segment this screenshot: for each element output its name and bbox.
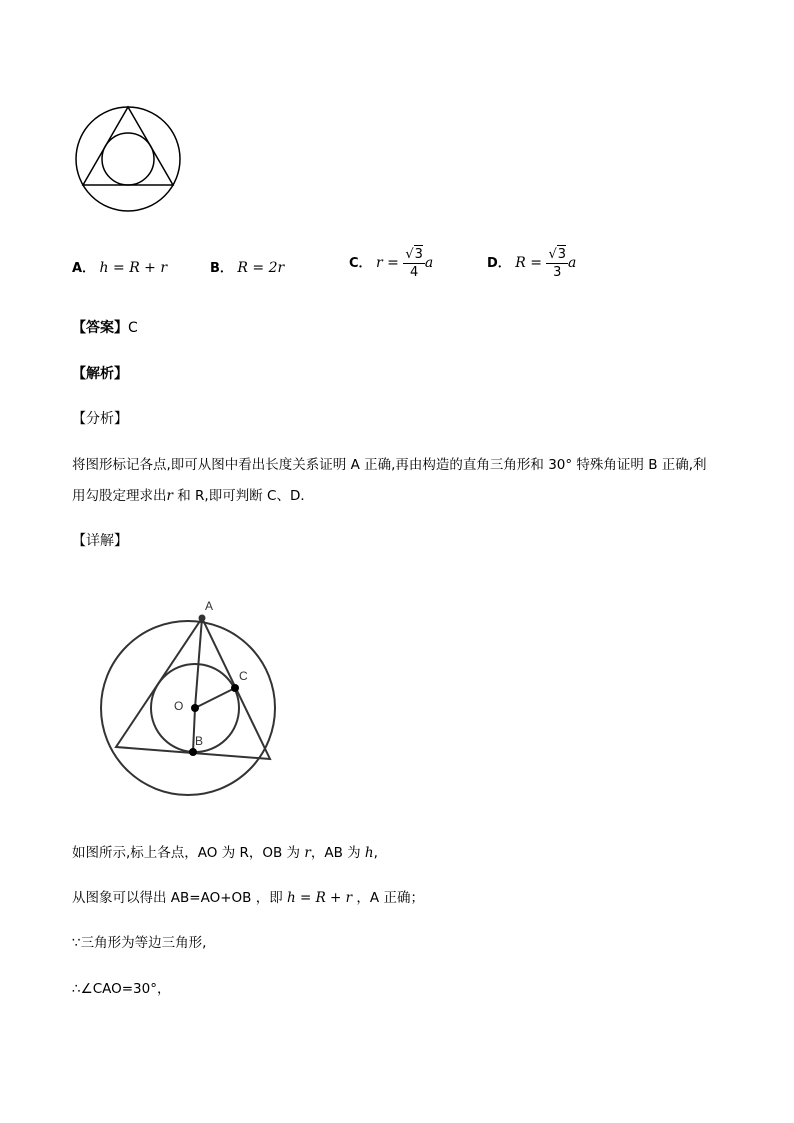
detail-line-1-mid: ，AB 为 bbox=[310, 845, 365, 861]
label-c: C bbox=[239, 669, 248, 683]
fenxi-line-2-b: 和 R,即可判断 C、D． bbox=[172, 488, 314, 504]
detail-line-1-h: h bbox=[364, 845, 374, 861]
option-b-rhs: 2r bbox=[268, 260, 285, 276]
label-a: A bbox=[205, 599, 214, 613]
option-a-rhs: R + r bbox=[129, 260, 168, 276]
fenxi-line-2-a: 用勾股定理求出 bbox=[72, 488, 167, 504]
detail-line-2-pre: 从图象可以得出 AB=AO+OB ，即 bbox=[72, 890, 288, 906]
option-d-radicand: 3 bbox=[557, 247, 567, 262]
detail-line-1-r: r bbox=[304, 845, 311, 861]
option-c bbox=[349, 245, 433, 281]
option-d-denominator: 3 bbox=[553, 265, 562, 280]
point-c bbox=[231, 684, 239, 692]
label-o: O bbox=[174, 699, 184, 713]
detail-line-1 bbox=[72, 843, 378, 863]
option-b bbox=[210, 258, 284, 279]
option-d-eq: = bbox=[525, 255, 547, 271]
answer-line bbox=[72, 318, 138, 338]
option-c-denominator: 4 bbox=[409, 265, 419, 280]
option-a-lhs: h bbox=[99, 260, 109, 276]
outer-circle bbox=[101, 621, 275, 795]
option-c-lhs: r bbox=[376, 255, 383, 271]
option-b-label: B． bbox=[210, 261, 233, 276]
option-c-fraction: $\frac{√3}{4}$ bbox=[405, 247, 423, 280]
detail-line-2-expr: h = R + r bbox=[287, 890, 353, 906]
option-b-lhs: R bbox=[237, 260, 248, 276]
point-b bbox=[189, 748, 197, 756]
option-d bbox=[487, 245, 576, 281]
answer-label: 【答案】 bbox=[72, 320, 128, 336]
detail-line-2 bbox=[72, 888, 424, 908]
option-c-eq: = bbox=[382, 255, 404, 271]
detail-line-1-pre: 如图所示,标上各点，AO 为 R，OB 为 bbox=[72, 845, 305, 861]
option-a bbox=[72, 258, 167, 279]
option-c-tail: a bbox=[424, 255, 434, 271]
fenxi-line-1: 将图形标记各点,即可从图中看出长度关系证明 A 正确,再由构造的直角三角形和 30° 特殊角证明 B 正确,利 bbox=[72, 457, 707, 473]
fenxi-line-2 bbox=[72, 486, 314, 506]
figure-circle-triangle bbox=[70, 100, 190, 220]
detail-line-4: ∴∠CAO=30°， bbox=[72, 981, 171, 997]
segment-oc bbox=[195, 688, 235, 708]
label-b: B bbox=[195, 734, 204, 748]
analysis-heading: 【解析】 bbox=[72, 366, 128, 382]
option-d-fraction: $\frac{√3}{3}$ bbox=[548, 247, 567, 280]
option-a-label: A． bbox=[72, 261, 96, 276]
triangle bbox=[83, 107, 173, 185]
figure-labelled-diagram bbox=[100, 595, 290, 805]
option-c-radicand: 3 bbox=[414, 247, 423, 262]
point-o bbox=[191, 704, 199, 712]
inner-circle bbox=[102, 133, 154, 185]
detail-line-2-end: ，A 正确； bbox=[352, 890, 424, 906]
detail-line-3: ∵三角形为等边三角形, bbox=[72, 935, 207, 951]
outer-circle bbox=[76, 107, 180, 211]
answer-value: C bbox=[128, 320, 138, 336]
option-b-eq: = bbox=[247, 260, 269, 276]
detail-heading: 【详解】 bbox=[72, 533, 128, 549]
option-d-tail: a bbox=[568, 255, 577, 271]
option-d-label: D． bbox=[487, 256, 511, 271]
detail-line-1-end: , bbox=[373, 845, 378, 861]
fenxi-heading: 【分析】 bbox=[72, 411, 128, 427]
point-a bbox=[199, 615, 206, 622]
fenxi-line-2-r: r bbox=[166, 488, 173, 504]
option-d-lhs: R bbox=[515, 255, 526, 271]
option-a-eq: = bbox=[108, 260, 130, 276]
segment-ao bbox=[195, 618, 202, 708]
option-c-label: C． bbox=[349, 256, 372, 271]
